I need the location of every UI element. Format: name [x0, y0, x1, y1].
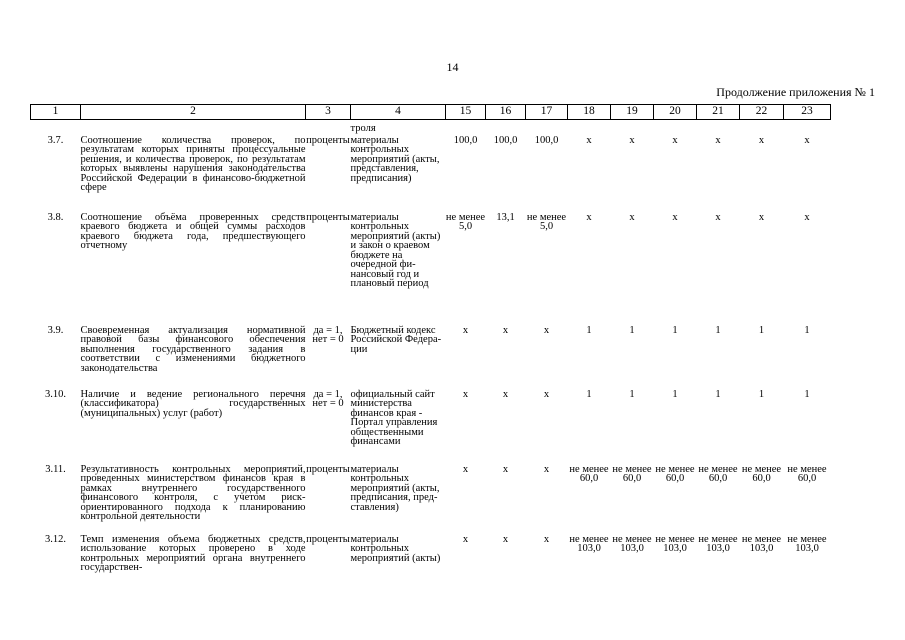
value-cell: x — [543, 388, 550, 400]
header-row — [31, 105, 831, 120]
row-name: Соотношение количества проверок, по результатам которых приняты процессуальные решения, и количества проверок, по результатам которых выявлены нарушения законодательства Российской Федерации в финансово-бюджетной сфере — [80, 134, 306, 193]
row-source: Бюджетный кодекс Российской Федерации — [350, 324, 442, 355]
row-source: материалы контрольных мероприятий (акты, представления, предписания) — [350, 134, 440, 184]
table-row — [31, 465, 831, 535]
value-cell: x — [543, 463, 550, 475]
value-cell: 1 — [586, 388, 592, 400]
value-cell: x — [462, 463, 469, 475]
row-unit: да = 1, нет = 0 — [312, 324, 344, 345]
value-cell: x — [462, 533, 469, 545]
value-cell: 1 — [715, 324, 721, 336]
row-number: 3.8. — [47, 211, 64, 223]
value-cell: 1 — [804, 324, 810, 336]
value-cell: 1 — [804, 388, 810, 400]
value-cell: x — [502, 388, 509, 400]
value-cell: не менее 60,0 — [787, 463, 827, 484]
table-row — [31, 390, 831, 465]
value-cell: x — [804, 134, 810, 146]
row-source: материалы контрольных мероприятий (акты) — [350, 533, 441, 564]
row-source: материалы контрольных мероприятий (акты, предписания, представления) — [350, 463, 440, 513]
row-number: 3.7. — [47, 134, 64, 146]
value-cell: не менее 5,0 — [526, 211, 567, 232]
row-unit: проценты — [306, 134, 350, 146]
value-cell: 1 — [586, 324, 592, 336]
value-cell: 13,1 — [496, 211, 515, 223]
value-cell: x — [502, 324, 509, 336]
row-source: официальный сайт министерства финансов края - Портал управления общественными финансами — [350, 388, 438, 447]
header-cell: 20 — [654, 105, 697, 120]
value-cell: 1 — [629, 324, 635, 336]
value-cell: x — [586, 134, 592, 146]
value-cell: x — [586, 211, 592, 223]
value-cell: не менее 103,0 — [655, 533, 695, 554]
header-cell: 23 — [784, 105, 831, 120]
value-cell: не менее 5,0 — [445, 211, 486, 232]
value-cell: x — [462, 324, 469, 336]
row-unit: да = 1, нет = 0 — [312, 388, 344, 409]
header-cell: 22 — [740, 105, 784, 120]
table-row — [31, 134, 831, 213]
value-cell: не менее 103,0 — [569, 533, 609, 554]
appendix-note: Продолжение приложения № 1 — [716, 85, 875, 99]
value-cell: не менее 60,0 — [698, 463, 738, 484]
value-cell: не менее 60,0 — [569, 463, 609, 484]
row-number: 3.10. — [45, 388, 66, 400]
table-row — [31, 213, 831, 326]
row-source: материалы контрольных мероприятий (акты) и закон о краевом бюджете на очередной финансовый год и плановый период — [350, 211, 441, 289]
value-cell: 1 — [715, 388, 721, 400]
value-cell: не менее 103,0 — [612, 533, 652, 554]
value-cell: x — [672, 134, 678, 146]
header-cell: 21 — [697, 105, 740, 120]
value-cell: 1 — [629, 388, 635, 400]
value-cell: x — [462, 388, 469, 400]
row-name: Результативность контрольных мероприятий, проведенных министерством финансов края в рамках внутреннего государственного финансового контроля, с учетом риск-ориентированного подхода к планированию контрольной деятельности — [80, 463, 306, 522]
header-cell: 18 — [568, 105, 611, 120]
value-cell: 1 — [672, 388, 678, 400]
row-name: Наличие и ведение регионального перечня (классификатора) государственных (муниципальных) услуг (работ) — [80, 388, 306, 419]
header-cell: 19 — [611, 105, 654, 120]
value-cell: 1 — [758, 388, 765, 400]
header-cell: 15 — [446, 105, 486, 120]
value-cell: x — [758, 211, 765, 223]
row-name: Темп изменения объема бюджетных средств, использование которых проверено в ходе контрольных мероприятий органа внутреннего государствен- — [80, 533, 306, 573]
row-name: Соотношение объёма проверенных средств краевого бюджета и общей суммы расходов краевого бюджета года, предшествующего отчетному — [80, 211, 306, 251]
row-unit: проценты — [306, 211, 350, 223]
value-cell: 100,0 — [493, 134, 518, 146]
value-cell: не менее 103,0 — [741, 533, 782, 554]
value-cell: 1 — [758, 324, 765, 336]
value-cell: x — [758, 134, 765, 146]
value-cell: 1 — [672, 324, 678, 336]
header-cell: 1 — [31, 105, 81, 120]
indicators-table — [30, 104, 831, 595]
header-cell: 4 — [351, 105, 446, 120]
row-unit: проценты — [306, 463, 350, 475]
value-cell: x — [804, 211, 810, 223]
value-cell: x — [543, 324, 550, 336]
table-row — [31, 326, 831, 390]
value-cell: x — [715, 211, 721, 223]
header-cell: 2 — [81, 105, 306, 120]
value-cell: не менее 60,0 — [741, 463, 782, 484]
value-cell: x — [629, 211, 635, 223]
table-row — [31, 535, 831, 595]
header-cell: 16 — [486, 105, 526, 120]
value-cell: 100,0 — [453, 134, 478, 146]
value-cell: x — [715, 134, 721, 146]
row-number: 3.11. — [45, 463, 66, 475]
value-cell: x — [502, 463, 509, 475]
value-cell: не менее 60,0 — [655, 463, 695, 484]
continuation-row — [31, 120, 831, 134]
continuation-text: троля — [350, 123, 376, 134]
value-cell: 100,0 — [534, 134, 559, 146]
page-number: 14 — [446, 60, 459, 74]
row-number: 3.12. — [45, 533, 66, 545]
value-cell: x — [543, 533, 550, 545]
header-cell: 17 — [526, 105, 568, 120]
value-cell: x — [672, 211, 678, 223]
value-cell: x — [629, 134, 635, 146]
value-cell: x — [502, 533, 509, 545]
header-cell: 3 — [306, 105, 351, 120]
row-unit: проценты — [306, 533, 350, 545]
row-name: Своевременная актуализация нормативной правовой базы финансового обеспечения выполнения государственного задания в соответствии с изменениями бюджетного законодательства — [80, 324, 306, 374]
row-number: 3.9. — [47, 324, 64, 336]
value-cell: не менее 103,0 — [787, 533, 827, 554]
value-cell: не менее 103,0 — [698, 533, 738, 554]
value-cell: не менее 60,0 — [612, 463, 652, 484]
